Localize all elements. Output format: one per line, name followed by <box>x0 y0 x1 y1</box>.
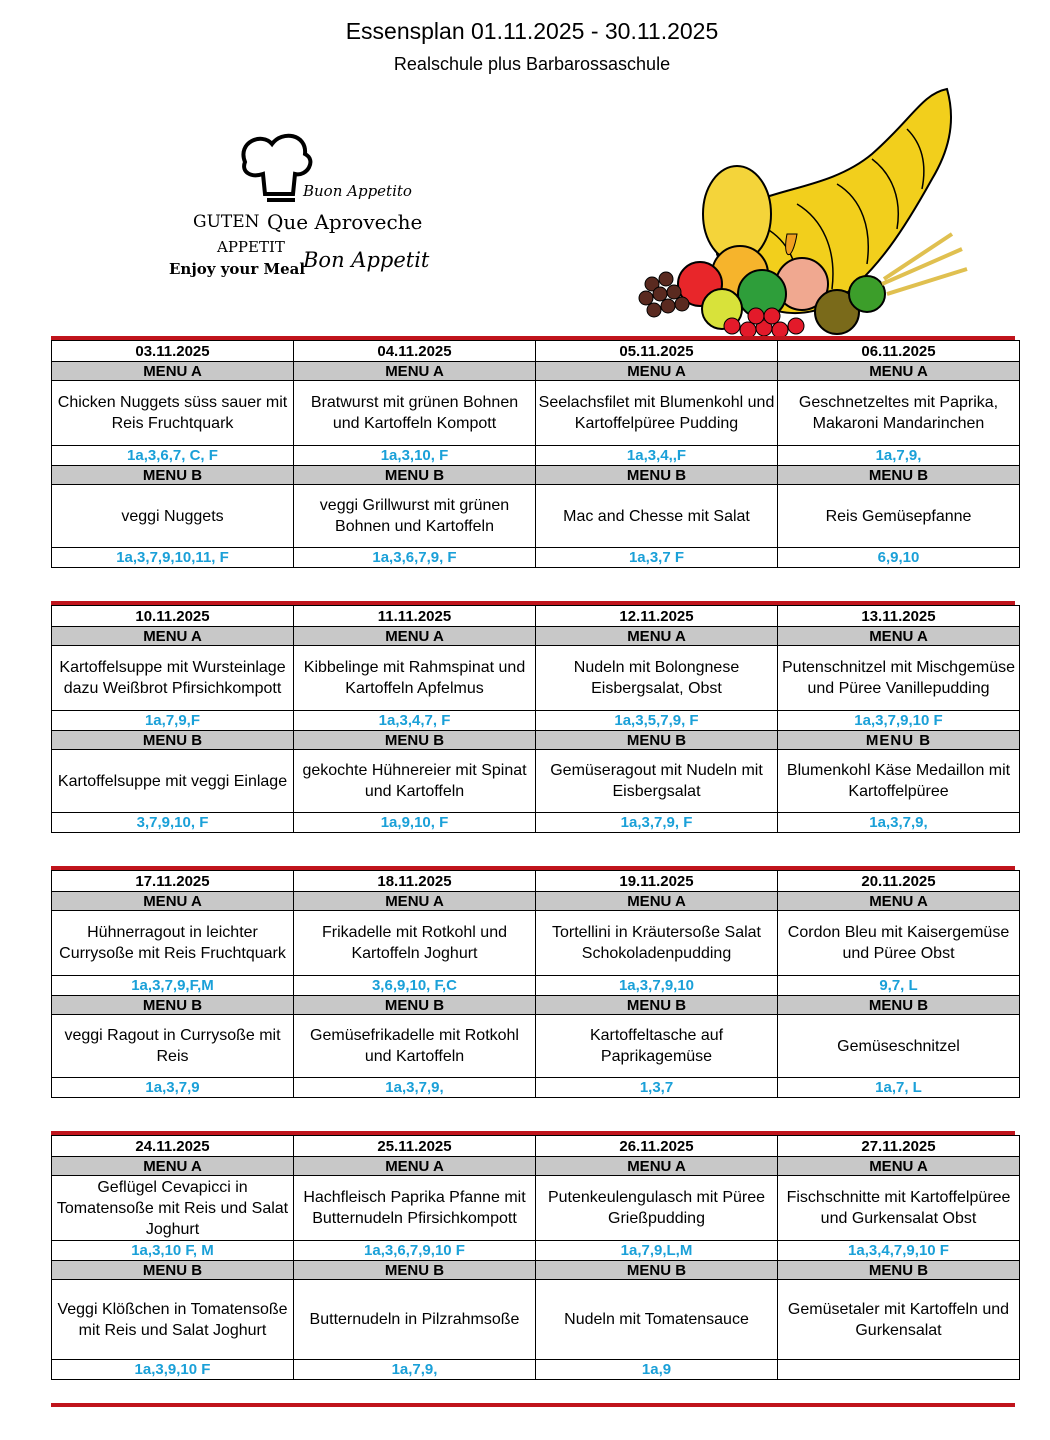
menu-b-allergens: 1a,7, L <box>778 1078 1020 1098</box>
menu-b-allergens: 1a,3,6,7,9, F <box>294 548 536 568</box>
menu-a-allergens: 1a,3,7,9,10 F <box>778 711 1020 731</box>
menu-a-dish: Cordon Bleu mit Kaisergemüse und Püree Obst <box>778 911 1020 976</box>
menu-a-dish: Hühnerragout in leichter Currysoße mit Reis Fruchtquark <box>52 911 294 976</box>
day-date: 11.11.2025 <box>294 606 536 627</box>
menu-b-header: MENU B <box>536 731 778 750</box>
menu-a-dish: Kibbelinge mit Rahmspinat und Kartoffeln Apfelmus <box>294 646 536 711</box>
week-table-4 <box>51 1135 1020 1380</box>
day-date: 10.11.2025 <box>52 606 294 627</box>
menu-b-header: MENU B <box>294 1261 536 1280</box>
menu-a-header: MENU A <box>294 892 536 911</box>
menu-b-allergens: 1a,3,7,9, F <box>536 813 778 833</box>
menu-b-dish: Butternudeln in Pilzrahmsoße <box>294 1280 536 1360</box>
menu-b-allergens: 1a,3,9,10 F <box>52 1360 294 1380</box>
menu-b-allergens: 1a,7,9, <box>294 1360 536 1380</box>
menu-a-dish: Fischschnitte mit Kartoffelpüree und Gurkensalat Obst <box>778 1176 1020 1241</box>
week-table-1 <box>51 340 1020 568</box>
menu-b-header: MENU B <box>52 1261 294 1280</box>
day-date: 04.11.2025 <box>294 341 536 362</box>
menu-a-header: MENU A <box>778 892 1020 911</box>
day-date: 26.11.2025 <box>536 1136 778 1157</box>
menu-b-dish: Reis Gemüsepfanne <box>778 485 1020 548</box>
menu-a-allergens: 1a,3,6,7,9,10 F <box>294 1241 536 1261</box>
menu-a-dish: Frikadelle mit Rotkohl und Kartoffeln Joghurt <box>294 911 536 976</box>
menu-b-header: MENU B <box>52 731 294 750</box>
menu-a-header: MENU A <box>294 627 536 646</box>
menu-a-dish: Geschnetzeltes mit Paprika, Makaroni Mandarinchen <box>778 381 1020 446</box>
menu-b-allergens: 1,3,7 <box>536 1078 778 1098</box>
menu-b-allergens: 1a,9 <box>536 1360 778 1380</box>
menu-b-allergens <box>778 1360 1020 1380</box>
menu-b-dish: Kartoffelsuppe mit veggi Einlage <box>52 750 294 813</box>
menu-b-header: MENU B <box>294 996 536 1015</box>
menu-a-dish: Tortellini in Kräutersoße Salat Schokoladenpudding <box>536 911 778 976</box>
menu-b-dish: veggi Nuggets <box>52 485 294 548</box>
menu-b-dish: Gemüseschnitzel <box>778 1015 1020 1078</box>
menu-b-dish: Nudeln mit Tomatensauce <box>536 1280 778 1360</box>
menu-a-allergens: 1a,3,7,9,10 <box>536 976 778 996</box>
menu-a-header: MENU A <box>778 1157 1020 1176</box>
menu-a-dish: Nudeln mit Bolongnese Eisbergsalat, Obst <box>536 646 778 711</box>
logo-phrase-enjoy: Enjoy your Meal <box>169 260 306 278</box>
menu-b-allergens: 3,7,9,10, F <box>52 813 294 833</box>
menu-a-header: MENU A <box>294 1157 536 1176</box>
menu-b-allergens: 1a,3,7,9, <box>778 813 1020 833</box>
menu-a-allergens: 1a,3,4,,F <box>536 446 778 466</box>
menu-a-allergens: 1a,3,6,7, C, F <box>52 446 294 466</box>
menu-a-dish: Putenkeulengulasch mit Püree Grießpudding <box>536 1176 778 1241</box>
logo-phrase-appetit: APPETIT <box>217 238 285 256</box>
day-date: 17.11.2025 <box>52 871 294 892</box>
logo-phrase-buon-appetito: Buon Appetito <box>303 182 412 200</box>
menu-b-allergens: 1a,3,7,9, <box>294 1078 536 1098</box>
page-title: Essensplan 01.11.2025 - 30.11.2025 <box>345 18 719 44</box>
day-date: 27.11.2025 <box>778 1136 1020 1157</box>
menu-b-dish: Kartoffeltasche auf Paprikagemüse <box>536 1015 778 1078</box>
menu-a-header: MENU A <box>294 362 536 381</box>
menu-a-allergens: 1a,7,9,L,M <box>536 1241 778 1261</box>
menu-a-header: MENU A <box>778 627 1020 646</box>
menu-a-allergens: 1a,3,4,7,9,10 F <box>778 1241 1020 1261</box>
day-date: 05.11.2025 <box>536 341 778 362</box>
chef-logo <box>165 132 435 292</box>
menu-a-dish: Chicken Nuggets süss sauer mit Reis Fruchtquark <box>52 381 294 446</box>
day-date: 20.11.2025 <box>778 871 1020 892</box>
week-table-2 <box>51 605 1020 833</box>
menu-a-allergens: 3,6,9,10, F,C <box>294 976 536 996</box>
menu-a-allergens: 1a,3,4,7, F <box>294 711 536 731</box>
menu-b-dish: Veggi Klößchen in Tomatensoße mit Reis und Salat Joghurt <box>52 1280 294 1360</box>
menu-a-allergens: 1a,7,9,F <box>52 711 294 731</box>
day-date: 24.11.2025 <box>52 1136 294 1157</box>
menu-a-header: MENU A <box>52 627 294 646</box>
menu-b-allergens: 1a,9,10, F <box>294 813 536 833</box>
menu-b-dish: veggi Ragout in Currysoße mit Reis <box>52 1015 294 1078</box>
menu-b-header: MENU B <box>294 731 536 750</box>
day-date: 18.11.2025 <box>294 871 536 892</box>
menu-a-dish: Putenschnitzel mit Mischgemüse und Püree Vanillepudding <box>778 646 1020 711</box>
menu-a-header: MENU A <box>52 362 294 381</box>
menu-a-dish: Hachfleisch Paprika Pfanne mit Butternudeln Pfirsichkompott <box>294 1176 536 1241</box>
menu-b-header: MENU B <box>778 996 1020 1015</box>
menu-b-header: MENU B <box>536 1261 778 1280</box>
menu-a-header: MENU A <box>778 362 1020 381</box>
menu-b-allergens: 1a,3,7,9 <box>52 1078 294 1098</box>
menu-b-dish: gekochte Hühnereier mit Spinat und Kartoffeln <box>294 750 536 813</box>
day-date: 13.11.2025 <box>778 606 1020 627</box>
menu-b-header: MENU B <box>778 731 1020 750</box>
menu-a-header: MENU A <box>536 1157 778 1176</box>
menu-b-dish: Gemüsetaler mit Kartoffeln und Gurkensalat <box>778 1280 1020 1360</box>
day-date: 06.11.2025 <box>778 341 1020 362</box>
logo-phrase-que-aproveche: Que Aproveche <box>267 210 423 234</box>
menu-a-allergens: 1a,7,9, <box>778 446 1020 466</box>
menu-a-header: MENU A <box>52 892 294 911</box>
menu-a-dish: Kartoffelsuppe mit Wursteinlage dazu Weißbrot Pfirsichkompott <box>52 646 294 711</box>
menu-a-dish: Geflügel Cevapicci in Tomatensoße mit Reis und Salat Joghurt <box>52 1176 294 1241</box>
menu-b-header: MENU B <box>52 466 294 485</box>
menu-b-allergens: 1a,3,7 F <box>536 548 778 568</box>
cornucopia-illustration <box>622 84 974 346</box>
menu-b-dish: Blumenkohl Käse Medaillon mit Kartoffelpüree <box>778 750 1020 813</box>
menu-a-allergens: 1a,3,5,7,9, F <box>536 711 778 731</box>
menu-a-allergens: 1a,3,10 F, M <box>52 1241 294 1261</box>
menu-b-header: MENU B <box>536 466 778 485</box>
logo-phrase-guten: GUTEN <box>193 212 260 232</box>
menu-b-header: MENU B <box>778 1261 1020 1280</box>
day-date: 03.11.2025 <box>52 341 294 362</box>
menu-b-dish: Gemüsefrikadelle mit Rotkohl und Kartoffeln <box>294 1015 536 1078</box>
menu-b-header: MENU B <box>52 996 294 1015</box>
menu-a-header: MENU A <box>536 892 778 911</box>
week-table-3 <box>51 870 1020 1098</box>
menu-b-dish: Gemüseragout mit Nudeln mit Eisbergsalat <box>536 750 778 813</box>
day-date: 25.11.2025 <box>294 1136 536 1157</box>
menu-b-header: MENU B <box>294 466 536 485</box>
menu-b-allergens: 1a,3,7,9,10,11, F <box>52 548 294 568</box>
logo-phrase-bon-appetit: Bon Appetit <box>303 248 430 272</box>
separator-line <box>51 1403 1015 1407</box>
menu-a-allergens: 1a,3,10, F <box>294 446 536 466</box>
menu-a-allergens: 1a,3,7,9,F,M <box>52 976 294 996</box>
menu-a-header: MENU A <box>536 362 778 381</box>
menu-b-dish: Mac and Chesse mit Salat <box>536 485 778 548</box>
school-name: Realschule plus Barbarossaschule <box>393 54 671 74</box>
menu-b-header: MENU B <box>778 466 1020 485</box>
day-date: 12.11.2025 <box>536 606 778 627</box>
menu-a-dish: Bratwurst mit grünen Bohnen und Kartoffeln Kompott <box>294 381 536 446</box>
day-date: 19.11.2025 <box>536 871 778 892</box>
menu-a-header: MENU A <box>52 1157 294 1176</box>
menu-b-header: MENU B <box>536 996 778 1015</box>
menu-a-header: MENU A <box>536 627 778 646</box>
menu-a-allergens: 9,7, L <box>778 976 1020 996</box>
chef-hat-icon <box>237 132 327 212</box>
menu-a-dish: Seelachsfilet mit Blumenkohl und Kartoffelpüree Pudding <box>536 381 778 446</box>
menu-b-allergens: 6,9,10 <box>778 548 1020 568</box>
menu-b-dish: veggi Grillwurst mit grünen Bohnen und Kartoffeln <box>294 485 536 548</box>
